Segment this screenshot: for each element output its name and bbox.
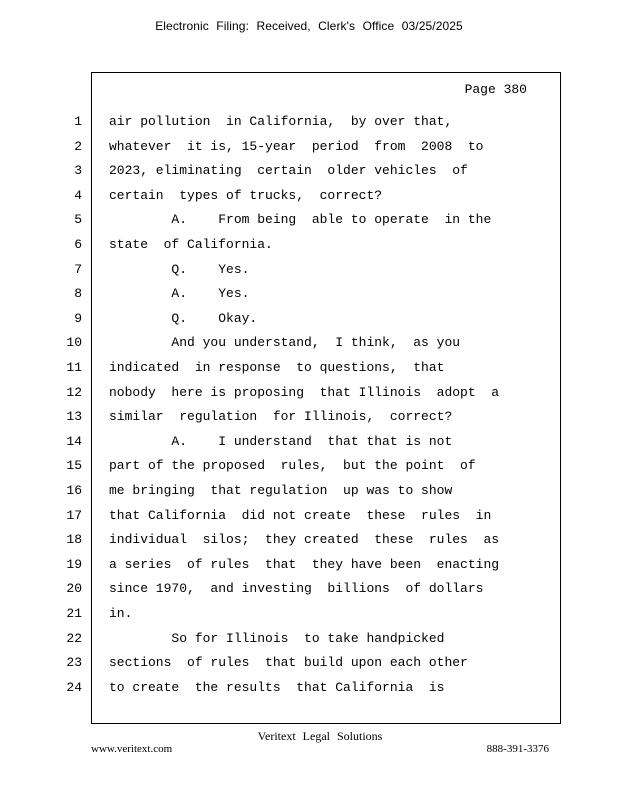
line-number: 15 [66, 458, 82, 473]
line-number: 23 [66, 655, 82, 670]
transcript-line: since 1970, and investing billions of dollars [109, 581, 484, 596]
line-number: 14 [66, 434, 82, 449]
footer-phone: 888-391-3376 [486, 743, 549, 755]
line-number: 12 [66, 385, 82, 400]
line-number: 6 [74, 237, 82, 252]
transcript-line: So for Illinois to take handpicked [109, 631, 445, 646]
line-number: 5 [74, 212, 82, 227]
transcript-line: me bringing that regulation up was to show [109, 483, 453, 498]
filing-stamp: Electronic Filing: Received, Clerk's Office 03/25/2025 [155, 19, 463, 33]
transcript-line: whatever it is, 15-year period from 2008 to [109, 139, 484, 154]
transcript-line: similar regulation for Illinois, correct? [109, 409, 453, 424]
line-number: 19 [66, 557, 82, 572]
line-number: 2 [74, 139, 82, 154]
footer-website: www.veritext.com [91, 743, 173, 755]
transcript-line: A. Yes. [109, 286, 250, 301]
transcript-line: And you understand, I think, as you [109, 335, 461, 350]
transcript-line: to create the results that California is [109, 680, 445, 695]
transcript-line: Q. Yes. [109, 262, 250, 277]
line-number: 3 [74, 163, 82, 178]
line-number: 16 [66, 483, 82, 498]
transcript-line: indicated in response to questions, that [109, 360, 445, 375]
line-number: 18 [66, 532, 82, 547]
transcript-line: air pollution in California, by over that, [109, 114, 453, 129]
line-number: 10 [66, 335, 82, 350]
transcript-line: A. I understand that that is not [109, 434, 453, 449]
transcript-line: that California did not create these rules in [109, 508, 492, 523]
line-number: 20 [66, 581, 82, 596]
line-number: 17 [66, 508, 82, 523]
transcript-line: individual silos; they created these rules as [109, 532, 500, 547]
transcript-line: 2023, eliminating certain older vehicles of [109, 163, 468, 178]
line-number: 11 [66, 360, 82, 375]
footer-company: Veritext Legal Solutions [257, 729, 383, 743]
page-number: Page 380 [464, 82, 527, 97]
line-number: 13 [66, 409, 82, 424]
transcript-line: sections of rules that build upon each other [109, 655, 468, 670]
line-number: 9 [74, 311, 82, 326]
transcript-line: part of the proposed rules, but the point of [109, 458, 476, 473]
transcript-line: A. From being able to operate in the [109, 212, 492, 227]
line-number: 7 [74, 262, 82, 277]
transcript-line: a series of rules that they have been enacting [109, 557, 500, 572]
line-number: 21 [66, 606, 82, 621]
line-number: 8 [74, 286, 82, 301]
line-number: 4 [74, 188, 82, 203]
line-number: 24 [66, 680, 82, 695]
transcript-line: in. [109, 606, 133, 621]
transcript-line: nobody here is proposing that Illinois adopt a [109, 385, 500, 400]
line-number: 1 [74, 114, 82, 129]
transcript-line: certain types of trucks, correct? [109, 188, 383, 203]
transcript-line: state of California. [109, 237, 273, 252]
transcript-line: Q. Okay. [109, 311, 258, 326]
line-number: 22 [66, 631, 82, 646]
